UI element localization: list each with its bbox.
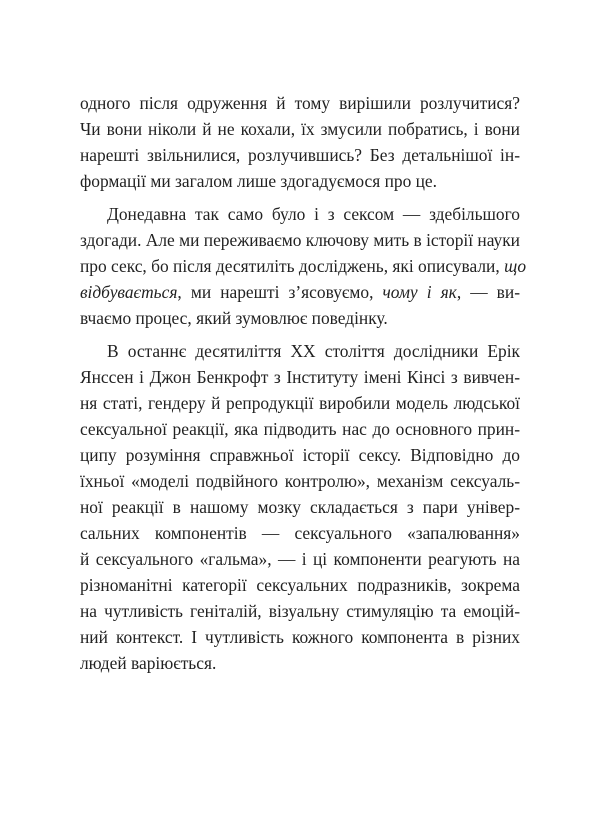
text-line: на чутливість геніталій, візуальну стимуляцію та емоцій- [80,601,520,621]
text-line: одного після одруження й тому вирішили розлучитися? [80,93,520,113]
text-line: й сексуального «гальма», — і ці компоненти реагують на [80,549,520,569]
italic-emphasis: чому і як [382,282,457,302]
italic-emphasis: що [504,256,527,276]
text-line: ципу розуміння справжньої історії сексу. Відповідно до [80,445,520,465]
text-line: сексуальної реакції, яка підводить нас до основного прин- [80,419,520,439]
text-line: людей варіюється. [80,653,217,673]
text-line: Донедавна так само було і з сексом — здебільшого [107,204,520,224]
text-line: вчаємо процес, який зумовлює поведінку. [80,308,388,328]
text-line: здогади. Але ми переживаємо ключову мить в історії науки [80,230,520,250]
text-line: відбувається, ми нарешті з’ясовуємо, чому і як, — ви- [80,282,520,302]
text-line: сальних компонентів — сексуального «запалювання» [80,523,520,543]
text-line: Чи вони ніколи й не кохали, їх змусили побратись, і вони [80,119,520,139]
text-line: ний контекст. І чутливість кожного компонента в різних [80,627,520,647]
text-line: В останнє десятиліття XX століття дослідники Ерік [107,341,520,361]
text-line: їхньої «моделі подвійного контролю», механізм сексуаль- [80,471,520,491]
italic-emphasis: відбувається [80,282,178,302]
text-line: ня статі, гендеру й репродукції виробили модель людської [80,393,520,413]
text-line: різноманітні категорії сексуальних подразників, зокрема [80,575,520,595]
text-line: Янссен і Джон Бенкрофт з Інституту імені Кінсі з вивчен- [80,367,520,387]
text-line: формації ми загалом лише здогадуємося про це. [80,171,437,191]
text-line: про секс, бо після десятиліть досліджень, які описували, що [80,256,527,276]
text-line: нарешті звільнилися, розлучившись? Без детальнішої ін- [80,145,520,165]
text-line: ної реакції в нашому мозку складається з пари універ- [80,497,520,517]
